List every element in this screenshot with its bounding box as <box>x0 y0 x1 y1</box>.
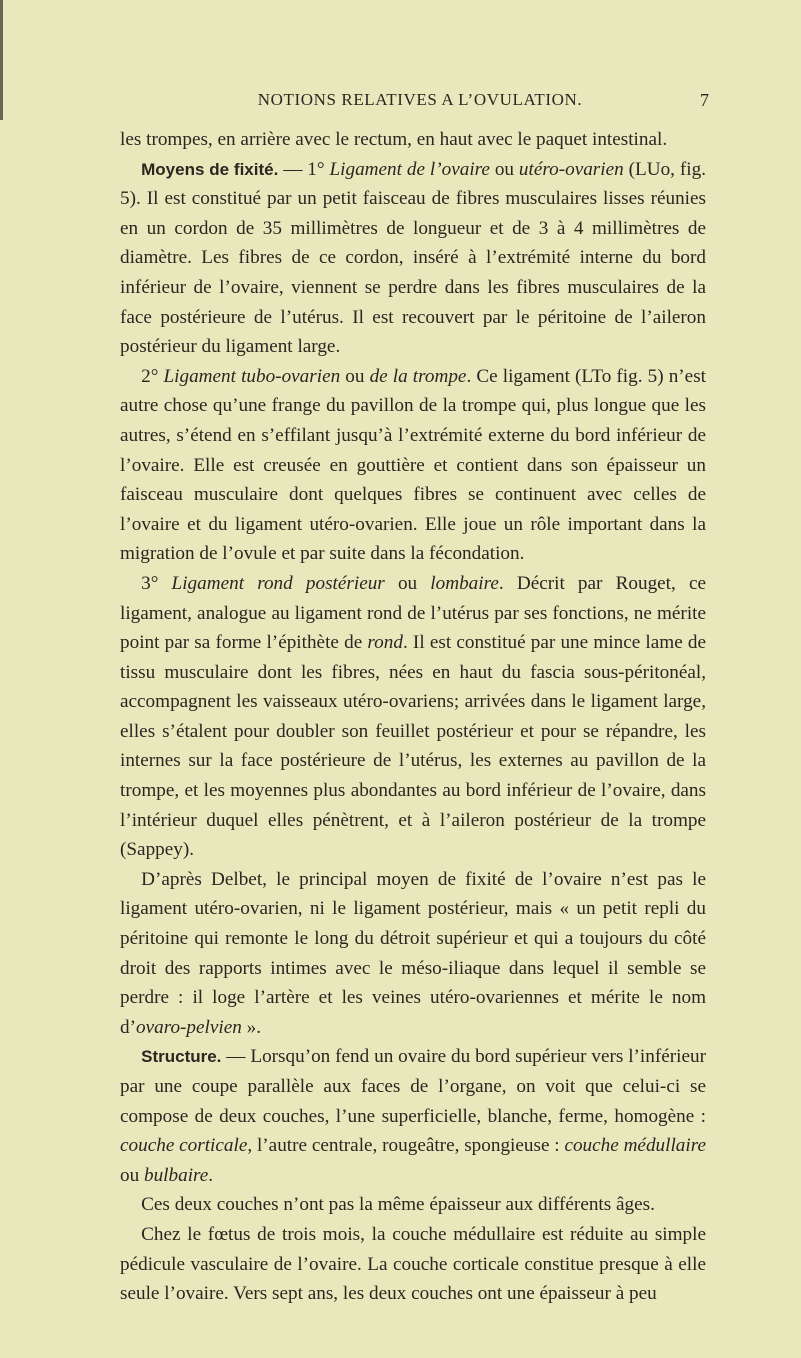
text-run: ». <box>241 1016 262 1038</box>
text-run: . Il est constitué par une mince lame de tissu musculaire dont les fibres, nées en haut du fascia sous-péritonéal, accompagnent les vaisseaux utéro-ovariens; arrivées dans le ligament large, elles s’étalent pour doubler son feuillet postérieur et pour se répandre, les internes sur la face postérieure de l’utérus, les externes au pavillon de la trompe, et les moyennes plus abondantes au bord inférieur de l’ovaire, dans l’intérieur duquel elles pénètrent, et à l’aileron postérieur de la trompe (Sappey). <box>120 632 706 861</box>
text-run: . <box>208 1164 214 1186</box>
text-run: (LUo, fig. 5). Il est constitué par un petit faisceau de fibres musculaires lisses réunies en un cordon de 35 millimètres de longueur et de 3 à 4 millimètres de diamètre. Les fibres de ce cordon, inséré à l’extrémité interne du bord inférieur de l’ovaire, viennent se perdre dans les fibres musculaires de la face postérieure de l’utérus. Il est recouvert par le péritoine de l’aileron postérieur du ligament large. <box>120 158 706 358</box>
italic-term: bulbaire <box>143 1164 209 1186</box>
section-heading: Moyens de fixité. <box>141 159 279 179</box>
page-header <box>0 90 801 120</box>
text-run: Ces deux couches n’ont pas la même épaisseur aux différents âges. <box>141 1194 655 1216</box>
text-run: — Lorsqu’on fend un ovaire du bord supérieur vers l’inférieur par une coupe parallèle aux faces de l’organe, on voit que celui-ci se compose de deux couches, l’une superficielle, blanche, ferme, homogène : <box>120 1046 706 1127</box>
paragraph-p7 <box>120 1190 706 1220</box>
paragraph-p4 <box>120 569 706 865</box>
text-run: . Décrit par Rouget, ce ligament, analogue au ligament rond de l’utérus par ses fonctions, ne mérite point par sa forme l’épithète de <box>120 572 707 654</box>
paragraph-p1 <box>120 125 706 155</box>
paragraph-p6 <box>120 1042 706 1190</box>
text-run: ou <box>489 158 519 180</box>
italic-term: Ligament tubo-ovarien <box>163 365 341 387</box>
italic-term: rond <box>367 632 403 654</box>
text-run: — 1° <box>278 158 330 180</box>
page-number: 7 <box>700 90 709 110</box>
paragraph-p8 <box>120 1220 706 1309</box>
text-run: Chez le fœtus de trois mois, la couche médullaire est réduite au simple pédicule vasculaire de l’ovaire. La couche corticale constitue presque à elle seule l’ovaire. Vers sept ans, les deux couches ont une épaisseur à peu <box>120 1223 706 1305</box>
text-run: 3° <box>141 572 172 594</box>
italic-term: Ligament rond postérieur <box>171 572 385 594</box>
paragraph-p5 <box>120 865 706 1043</box>
italic-term: couche corticale <box>120 1135 248 1157</box>
running-title: NOTIONS RELATIVES A L’OVULATION. <box>257 90 583 109</box>
text-run: D’après Delbet, le principal moyen de fixité de l’ovaire n’est pas le ligament utéro-ovarien, ni le ligament postérieur, mais « un petit repli du péritoine qui remonte le long du détroit supérieur et qui a toujours du côté droit des rapports intimes avec le méso-iliaque dans lequel il semble se perdre : il loge l’artère et les veines utéro-ovariennes et mérite le nom d’ <box>120 868 706 1038</box>
paragraph-p2 <box>120 155 706 362</box>
text-run: ou <box>340 365 370 387</box>
italic-term: utéro-ovarien <box>518 158 624 180</box>
body-text <box>120 125 706 1309</box>
text-run: ou <box>384 572 431 594</box>
section-heading: Structure. <box>141 1047 222 1067</box>
text-run: , l’autre centrale, rougeâtre, spongieuse : <box>247 1135 565 1157</box>
italic-term: lombaire <box>430 572 499 594</box>
text-run: 2° <box>141 365 164 387</box>
italic-term: ovaro-pelvien <box>135 1016 242 1038</box>
paragraph-p3 <box>120 362 706 569</box>
text-run: . Ce ligament (LTo fig. 5) n’est autre chose qu’une frange du pavillon de la trompe qui, plus longue que les autres, s’étend en s’effilant jusqu’à l’extrémité externe du bord inférieur de l’ovaire. Elle est creusée en gouttière et contient dans son épaisseur un faisceau musculaire dont quelques fibres se continuent avec celles de l’ovaire et du ligament utéro-ovarien. Elle joue un rôle important dans la migration de l’ovule et par suite dans la fécondation. <box>120 365 706 565</box>
text-run: les trompes, en arrière avec le rectum, en haut avec le paquet intestinal. <box>120 129 668 150</box>
italic-term: Ligament de l’ovaire <box>329 158 490 180</box>
italic-term: couche médullaire <box>564 1135 706 1157</box>
italic-term: de la trompe <box>369 365 467 387</box>
text-run: ou <box>120 1164 144 1186</box>
